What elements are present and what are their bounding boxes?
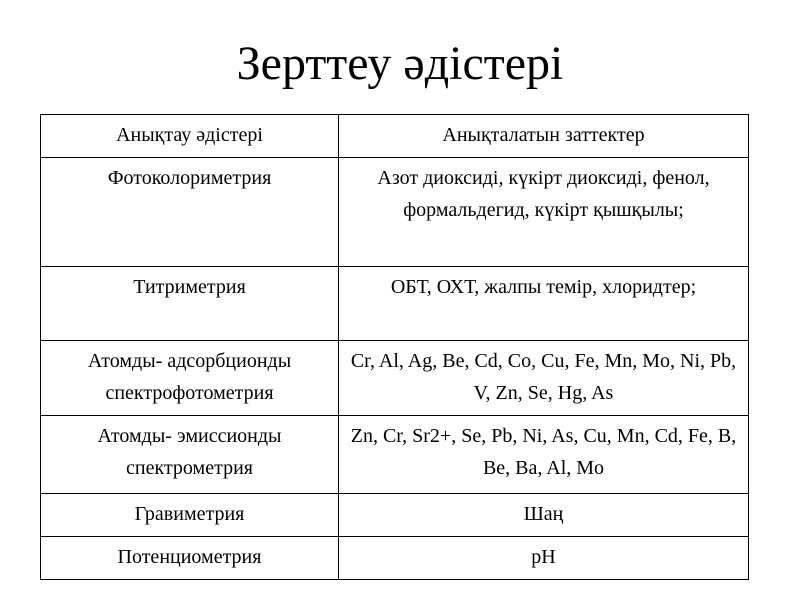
- table-row: [41, 537, 749, 580]
- header-cell-substances: Анықталатын заттектер: [339, 115, 749, 158]
- substances-cell: Cr, Al, Ag, Be, Cd, Co, Cu, Fe, Mn, Mo, Ni, Pb, V, Zn, Se, Hg, As: [339, 341, 749, 416]
- substances-cell: Zn, Cr, Sr2+, Se, Pb, Ni, As, Cu, Mn, Cd, Fe, B, Be, Ba, Al, Mo: [339, 416, 749, 494]
- substances-cell: Шаң: [339, 494, 749, 537]
- substances-cell: ОБТ, ОХТ, жалпы темір, хлоридтер;: [339, 267, 749, 341]
- methods-table: [40, 114, 749, 580]
- table-row: [41, 416, 749, 494]
- method-cell: Титриметрия: [41, 267, 339, 341]
- header-cell-methods: Анықтау әдістері: [41, 115, 339, 158]
- slide-title: Зерттеу әдістері: [236, 37, 564, 90]
- method-cell: Потенциометрия: [41, 537, 339, 580]
- substances-cell: pH: [339, 537, 749, 580]
- table-row: [41, 341, 749, 416]
- table-header-row: [41, 115, 749, 158]
- table-row: [41, 267, 749, 341]
- method-cell: Гравиметрия: [41, 494, 339, 537]
- substances-cell: Азот диоксиді, күкірт диоксиді, фенол, формальдегид, күкірт қышқылы;: [339, 158, 749, 267]
- table-row: [41, 494, 749, 537]
- method-cell: Атомды- адсорбционды спектрофотометрия: [41, 341, 339, 416]
- table-row: [41, 158, 749, 267]
- method-cell: Фотоколориметрия: [41, 158, 339, 267]
- method-cell: Атомды- эмиссионды спектрометрия: [41, 416, 339, 494]
